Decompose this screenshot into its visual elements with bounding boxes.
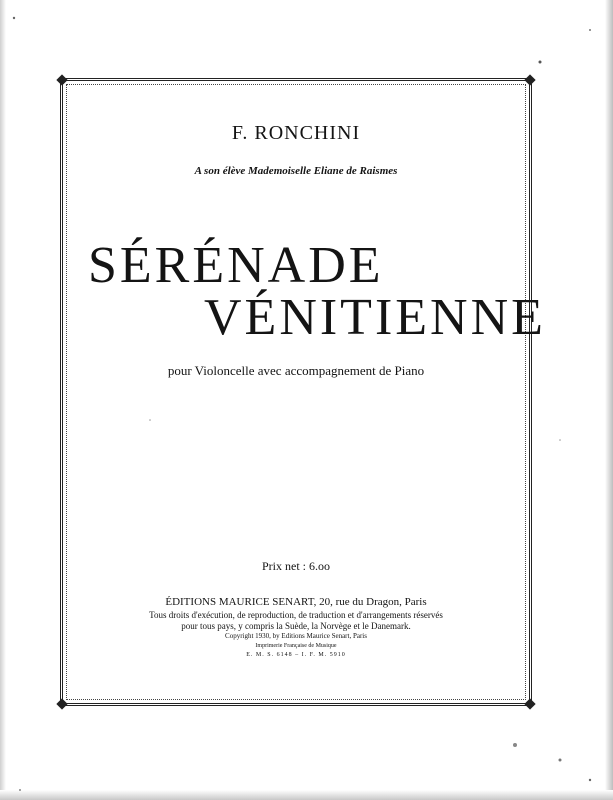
catalog-numbers: E. M. S. 6148 – I. F. M. 5910 — [246, 652, 346, 658]
subtitle: pour Violoncelle avec accompagnement de Piano — [167, 363, 425, 378]
printer-line: Imprimerie Française de Musique — [255, 643, 337, 649]
title-line-1: SÉRÉNADE — [88, 237, 384, 294]
rights-line: Tous droits d'exécution, de reproduction, de traduction et d'arrangements réservés — [149, 610, 443, 620]
composer-name: F. RONCHINI — [231, 122, 361, 144]
dedication: A son élève Mademoiselle Eliane de Raismes — [194, 165, 398, 177]
price: Prix net : 6.oo — [262, 559, 330, 573]
rights-line: pour tous pays, y compris la Suède, la Norvège et le Danemark. — [181, 621, 411, 631]
copyright-line: Copyright 1930, by Editions Maurice Senart, Paris — [225, 632, 367, 640]
title-line-2: VÉNITIENNE — [204, 289, 546, 346]
publisher-line: ÉDITIONS MAURICE SENART, 20, rue du Dragon, Paris — [165, 596, 427, 608]
